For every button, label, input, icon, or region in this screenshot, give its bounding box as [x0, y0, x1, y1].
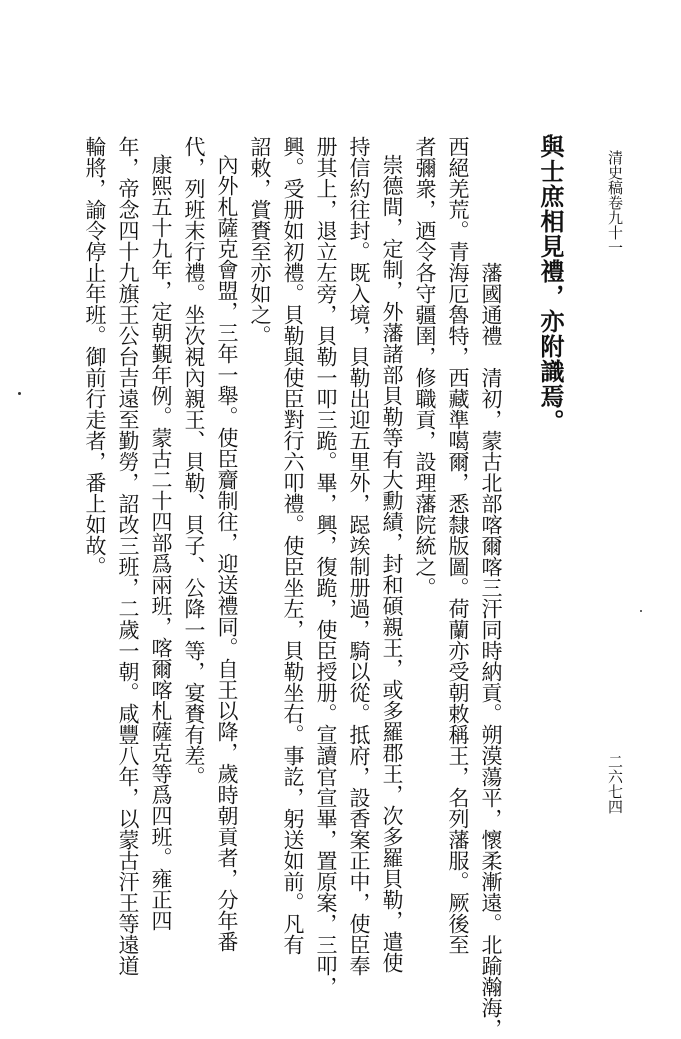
- text-column: 康熙五十九年，定朝覲年例。蒙古二十四部爲兩班，喀爾喀札薩克等爲四班。雍正四: [149, 154, 173, 931]
- text-column: 年，帝念四十九旗王公台吉遠至勤勞，詔改三班，二歲一朝。咸豐八年，以蒙古汗王等遠道: [116, 136, 140, 976]
- text-column: 輪將，諭令停止年班。御前行走者，番上如故。: [83, 136, 107, 577]
- scan-speck: [640, 610, 642, 612]
- text-column: 代，列班末行禮。坐次視內親王、貝勒、貝子、公降一等，宴賚有差。: [182, 136, 206, 787]
- scan-speck: [18, 392, 21, 395]
- text-column: 册其上，退立左旁，貝勒一叩三跪。畢，興，復跪，使臣授册。宣讀官宣畢，置原案，三叩，: [314, 136, 338, 997]
- text-column: 者彌衆，迺令各守疆圉，修職貢，設理藩院統之。: [413, 136, 437, 598]
- text-column: 持信約往封。既入境，貝勒出迎五里外，跽竢制册過，騎以從。抵府，設香案正中，使臣奉: [347, 136, 371, 976]
- running-head: 清史稿卷九十一: [606, 150, 624, 255]
- text-column: 西絕羌荒。青海厄魯特，西藏準噶爾，悉隸版圖。荷蘭亦受朝敕稱王，名列藩服。厥後至: [446, 136, 470, 955]
- text-column: 興。受册如初禮。貝勒與使臣對行六叩禮。使臣坐左，貝勒坐右。事訖，躬送如前。凡有: [281, 136, 305, 955]
- text-column: 內外札薩克會盟，三年一舉。使臣齎制往，迎送禮同。自王以降，歲時朝貢者，分年番: [215, 154, 239, 952]
- section-title: 與士庶相見禮，亦附識焉。: [536, 134, 565, 434]
- text-column: 詔敕，賞賚至亦如之。: [248, 136, 272, 346]
- text-column: 藩國通禮 清初，蒙古北部喀爾喀三汗同時納貢。朔漠蕩平，懷柔漸遠。北踰瀚海，: [479, 262, 503, 1039]
- text-column: 崇德間，定制，外藩諸部貝勒等有大勳績，封和碩親王，或多羅郡王，次多羅貝勒，遣使: [380, 154, 404, 973]
- page-number: 二六七四: [606, 754, 624, 814]
